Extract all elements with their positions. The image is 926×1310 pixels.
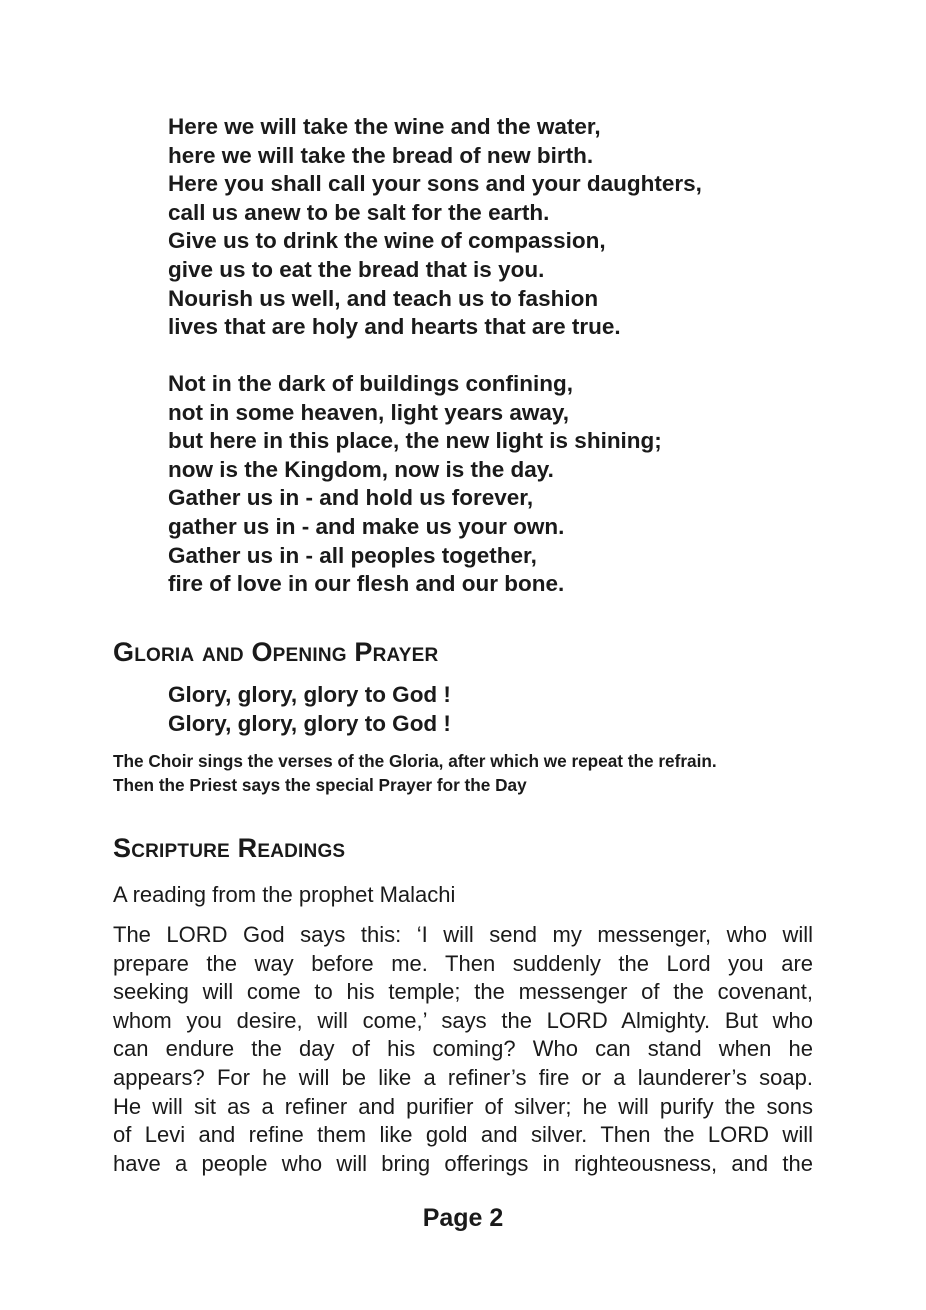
gloria-heading: Gloria and Opening Prayer (113, 637, 439, 667)
verse-line: Not in the dark of buildings confining, (168, 371, 573, 396)
verse-line: call us anew to be salt for the earth. (168, 199, 550, 225)
verse-line: Here you shall call your sons and your daughters, (168, 171, 702, 197)
verse-line: but here in this place, the new light is shining; (168, 428, 662, 454)
rubric-line: The Choir sings the verses of the Gloria, after which we repeat the refrain. (113, 751, 717, 771)
verse-line: now is the Kingdom, now is the day. (168, 456, 554, 482)
reading-line: He will sit as a refiner and purifier of silver; he will purify the sons (113, 1093, 813, 1119)
reading-line: seeking will come to his temple; the messenger of the covenant, (113, 979, 813, 1005)
verse-line: gather us in - and make us your own. (168, 513, 565, 539)
reading-line: have a people who will bring offerings in righteousness, and the (113, 1150, 813, 1176)
verse-line: Gather us in - all peoples together, (168, 542, 537, 568)
reading-line: The LORD God says this: ‘I will send my messenger, who will (113, 922, 813, 947)
rubric-line: Then the Priest says the special Prayer for the Day (113, 775, 527, 795)
verse-line: lives that are holy and hearts that are true. (168, 314, 621, 340)
verse-line: Nourish us well, and teach us to fashion (168, 285, 599, 311)
hymn-verse-1 (168, 113, 702, 342)
reading-intro: A reading from the prophet Malachi (113, 882, 456, 907)
verse-line: Here we will take the wine and the water, (168, 114, 601, 139)
verse-line: Give us to drink the wine of compassion, (168, 228, 606, 254)
verse-line: here we will take the bread of new birth. (168, 142, 594, 168)
reading-line: can endure the day of his coming? Who can stand when he (113, 1036, 813, 1062)
reading-line: prepare the way before me. Then suddenly the Lord you are (113, 950, 813, 976)
verse-line: Gather us in - and hold us forever, (168, 485, 534, 511)
page-number: Page 2 (422, 1204, 504, 1232)
gloria-rubric (113, 749, 717, 797)
scripture-heading: Scripture Readings (113, 833, 346, 863)
reading-line: of Levi and refine them like gold and silver. Then the LORD will (113, 1122, 813, 1148)
reading-line: whom you desire, will come,’ says the LORD Almighty. But who (113, 1007, 813, 1033)
gloria-refrain (168, 681, 451, 738)
verse-line: fire of love in our flesh and our bone. (168, 571, 565, 597)
verse-line: give us to eat the bread that is you. (168, 256, 545, 282)
verse-line: not in some heaven, light years away, (168, 399, 569, 425)
hymn-verse-2 (168, 370, 662, 599)
reading-text (113, 921, 813, 1178)
reading-line: appears? For he will be like a refiner’s fire or a launderer’s soap. (113, 1064, 813, 1090)
refrain-line: Glory, glory, glory to God ! (168, 682, 451, 707)
refrain-line: Glory, glory, glory to God ! (168, 710, 451, 736)
